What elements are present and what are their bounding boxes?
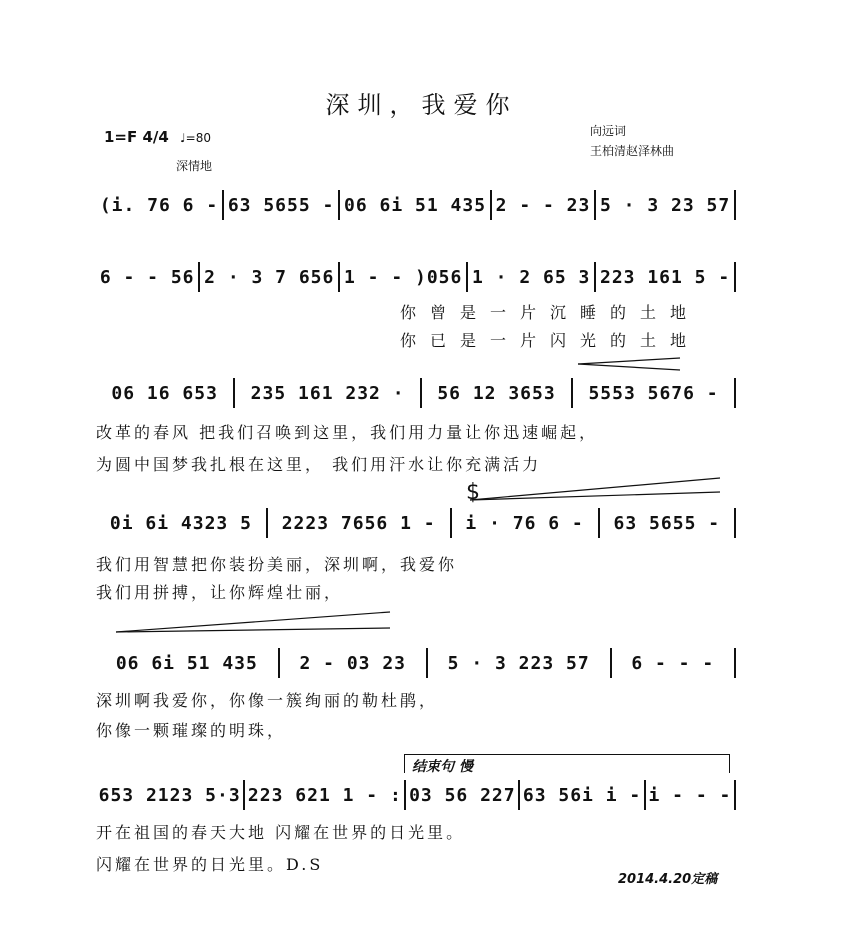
measure: 56 12 3653 [437, 382, 556, 404]
measure: 1 - - )056 [343, 266, 463, 288]
measure: i - - - [648, 784, 732, 806]
measure: 223 621 1 - : [247, 784, 402, 806]
measure: 2 - 03 23 [299, 652, 407, 674]
tempo-marking: ♩=80 [180, 131, 211, 145]
measure: 235 161 232 · [250, 382, 405, 404]
lyric-line: 深圳啊我爱你，你像一簇绚丽的勒杜鹃， [96, 691, 439, 710]
measure: 653 2123 5·3 [98, 784, 241, 806]
measure: 5 · 3 23 57 [599, 194, 731, 216]
segno-sign: $ [466, 480, 480, 505]
measure: 06 16 653 [111, 382, 218, 404]
measure: 2223 7656 1 - [281, 512, 436, 534]
measure: 1 · 2 65 3 [471, 266, 591, 288]
measure: i · 76 6 - [465, 512, 584, 534]
measure: 06 6i 51 435 [115, 652, 258, 674]
ending-label: 结束句 慢 [412, 759, 473, 775]
key-signature: 1=F 4/4 [104, 128, 169, 146]
measure: 06 6i 51 435 [343, 194, 487, 216]
composer-credit: 王柏清赵泽林曲 [590, 144, 675, 158]
lyric-line: 我们用拼搏，让你辉煌壮丽， [96, 583, 344, 602]
lyric-line: 闪耀在世界的日光里。D.S [96, 855, 324, 874]
measure: 63 5655 - [227, 194, 335, 216]
lyric-line: 你像一颗璀璨的明珠， [96, 721, 287, 740]
lyric-line: 我们用智慧把你装扮美丽，深圳啊，我爱你 [96, 555, 458, 574]
date-stamp: 2014.4.20定稿 [618, 872, 718, 887]
lyric-line: 开在祖国的春天大地 闪耀在世界的日光里。 [96, 823, 466, 842]
lyric-line: 你曾是一片沉睡的土地 [400, 303, 701, 322]
measure: 6 - - - [631, 652, 715, 674]
measure: 2 - - 23 [495, 194, 591, 216]
song-title: 深圳，我爱你 [325, 91, 518, 119]
measure: 0i 6i 4323 5 [109, 512, 252, 534]
lyric-line: 改革的春风 把我们召唤到这里，我们用力量让你迅速崛起， [96, 423, 599, 442]
measure: 63 56i i - [522, 784, 642, 806]
expression-marking: 深情地 [176, 159, 213, 173]
lyric-line: 为圆中国梦我扎根在这里， 我们用汗水让你充满活力 [96, 455, 542, 474]
measure: (i. 76 6 - [99, 194, 219, 216]
measure: 5553 5676 - [588, 382, 719, 404]
lyricist-credit: 向远词 [590, 124, 627, 138]
measure: 63 5655 - [613, 512, 721, 534]
measure: 5 · 3 223 57 [447, 652, 590, 674]
lyric-line: 你已是一片闪光的土地 [400, 331, 701, 350]
measure: 2 · 3 7 656 [204, 266, 335, 288]
measure: 223 161 5 - [599, 266, 731, 288]
measure: 6 - - 56 [99, 266, 195, 288]
measure: 03 56 227 [409, 784, 516, 806]
